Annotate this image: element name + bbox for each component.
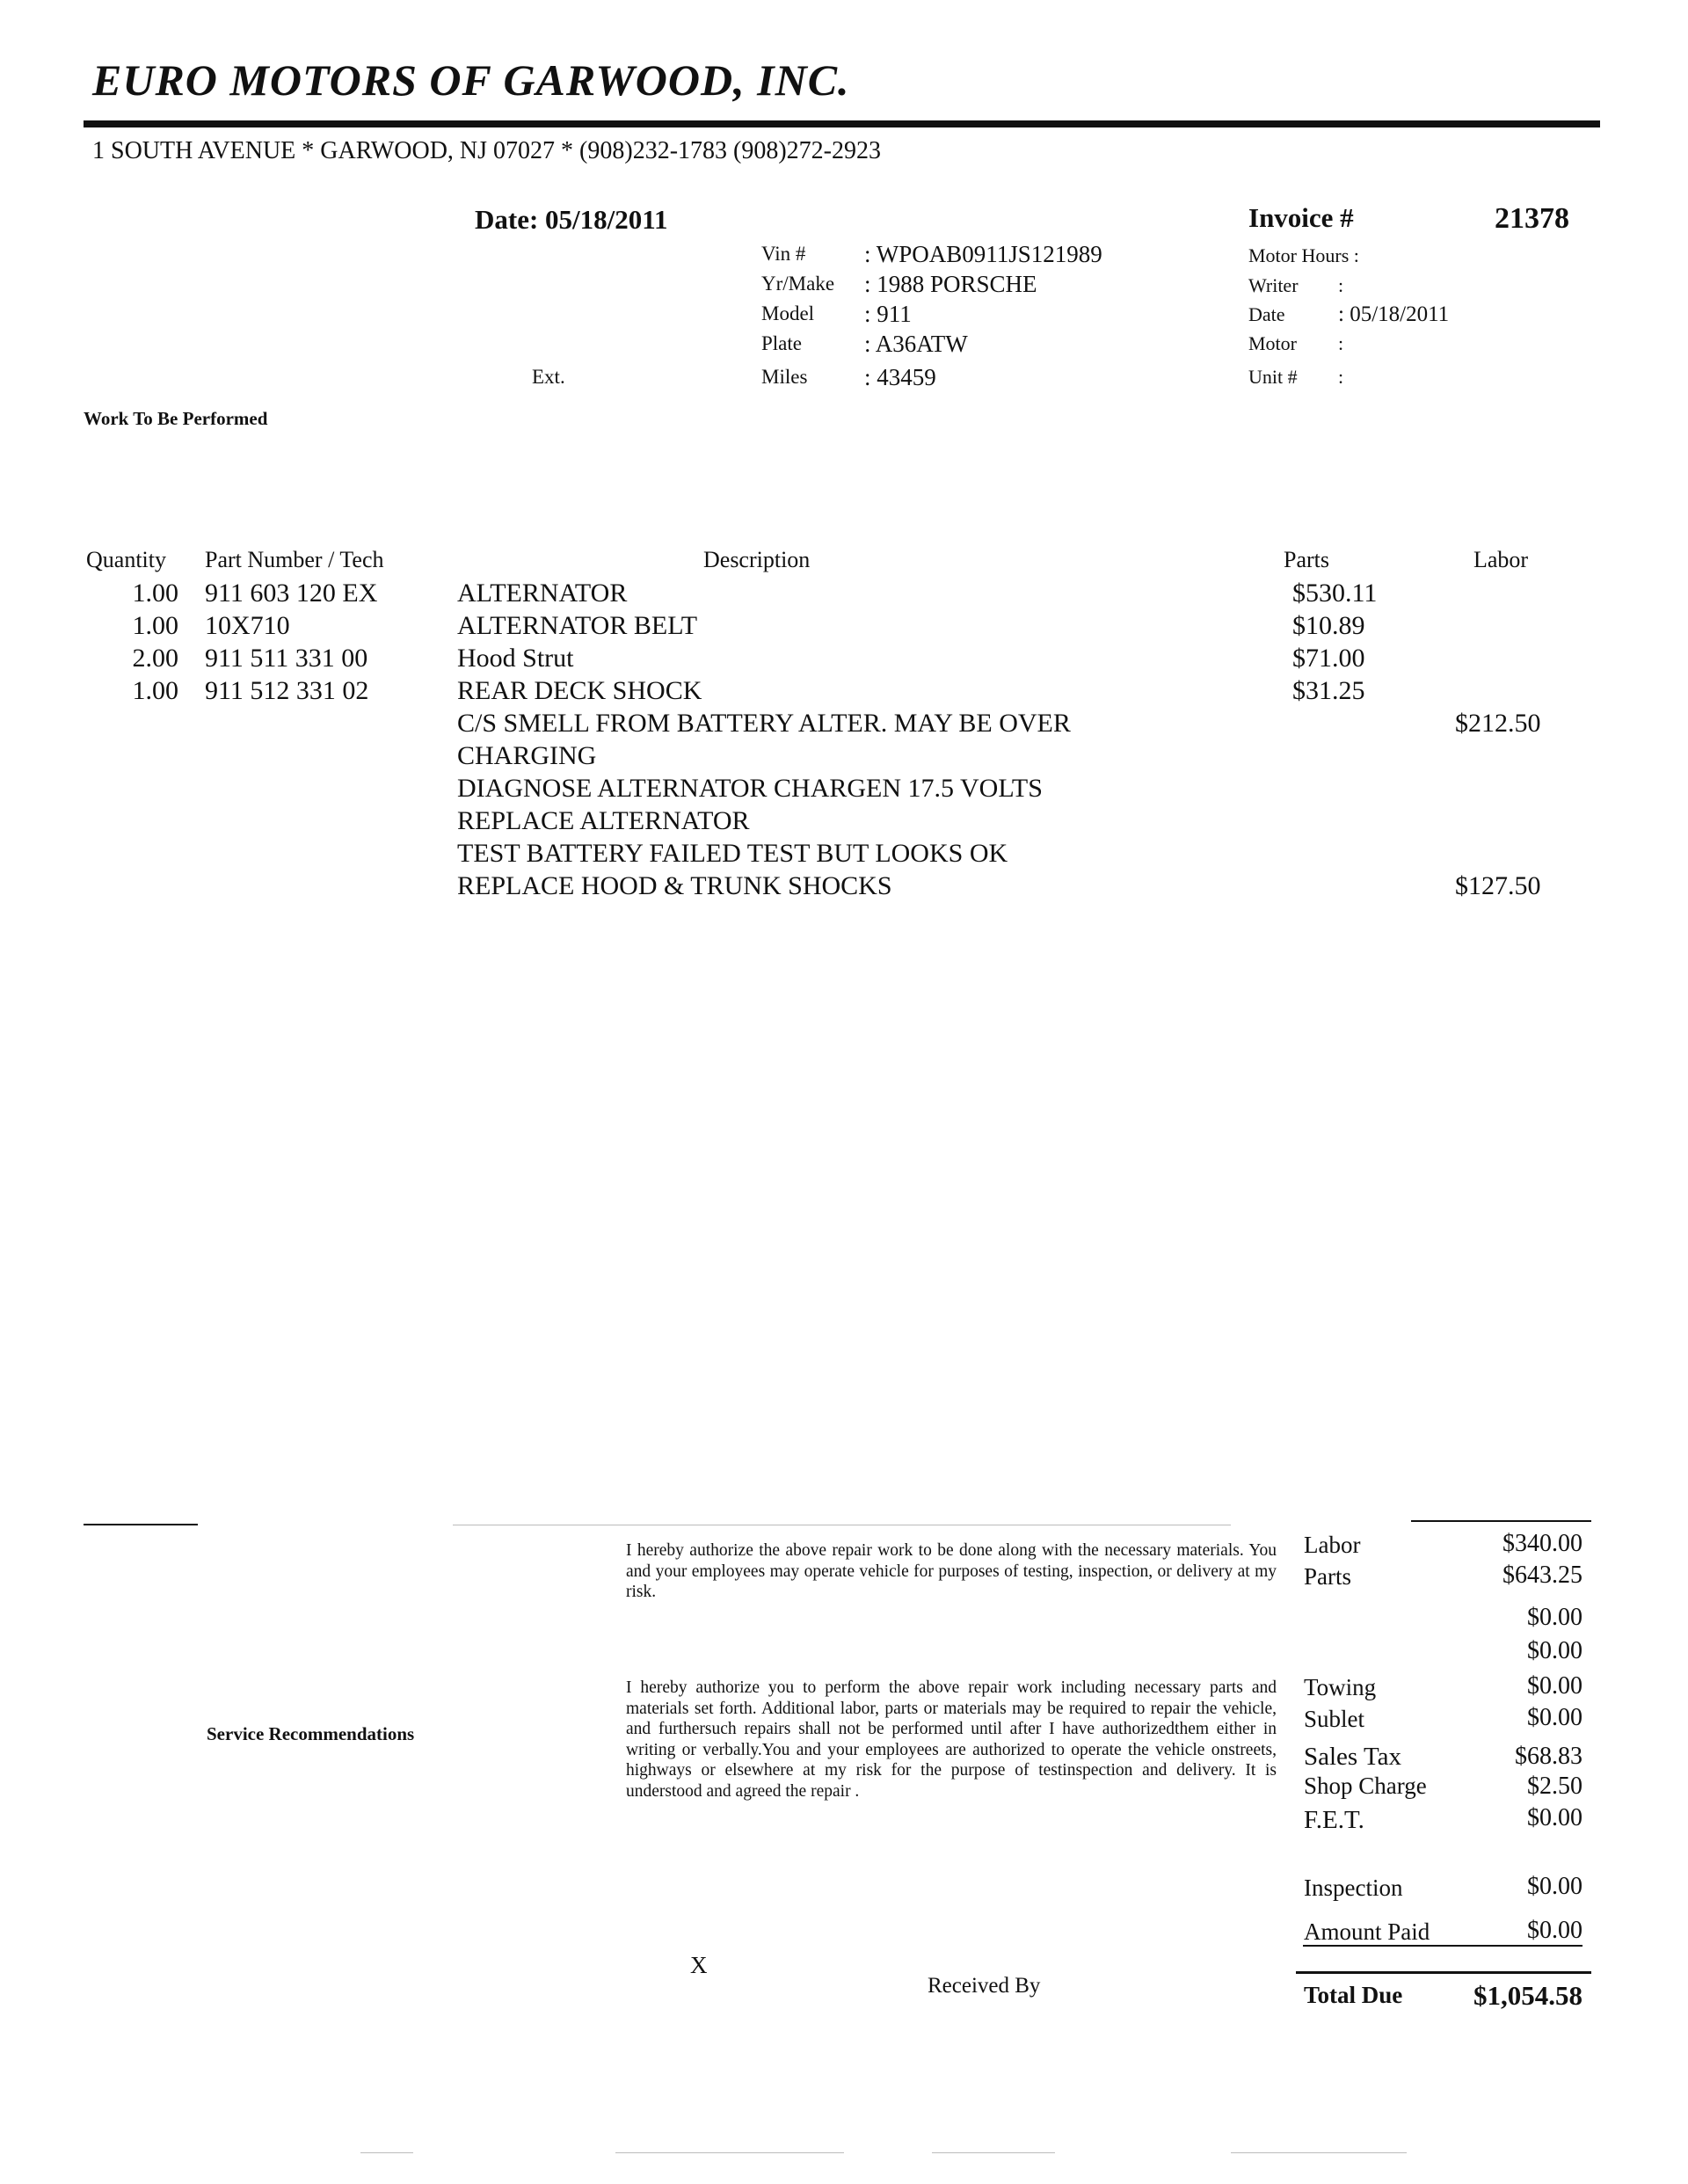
summary-towing-label: Towing <box>1304 1674 1377 1700</box>
scan-mark <box>1231 2152 1407 2153</box>
summary-parts-value: $643.25 <box>1502 1562 1582 1589</box>
summary-fet-value: $0.00 <box>1527 1804 1582 1831</box>
row-1-part: 911 603 120 EX <box>205 579 378 608</box>
invoice-date <box>475 204 668 236</box>
row-2-qty: 1.00 <box>132 611 178 640</box>
summary-inspection-label: Inspection <box>1304 1875 1403 1901</box>
motor-value: : <box>1338 332 1344 354</box>
motor-hours-label: Motor Hours : <box>1248 244 1359 266</box>
writer-value: : <box>1338 274 1344 296</box>
scan-mark <box>615 2152 844 2153</box>
amount-paid-underline <box>1303 1945 1582 1947</box>
row-2-parts: $10.89 <box>1292 611 1365 640</box>
row-3-qty: 2.00 <box>132 644 178 673</box>
row-3-parts: $71.00 <box>1292 644 1365 673</box>
summary-blank-1-value: $0.00 <box>1527 1604 1582 1631</box>
row-9-desc: TEST BATTERY FAILED TEST BUT LOOKS OK <box>457 839 1008 868</box>
signature-x-mark: X <box>690 1952 708 1978</box>
writer-label: Writer <box>1248 274 1299 296</box>
col-parts: Parts <box>1284 547 1329 572</box>
summary-amount-paid-label: Amount Paid <box>1304 1918 1430 1945</box>
row-4-part: 911 512 331 02 <box>205 676 369 705</box>
summary-amount-paid-value: $0.00 <box>1527 1917 1582 1944</box>
summary-sales-tax-value: $68.83 <box>1515 1743 1582 1770</box>
writer-date-label: Date <box>1248 303 1285 325</box>
company-name: EURO MOTORS OF GARWOOD, INC. <box>92 55 850 105</box>
total-rule <box>1296 1971 1591 1974</box>
date-label: Date: <box>475 204 539 235</box>
total-due-label: Total Due <box>1304 1982 1403 2008</box>
row-4-qty: 1.00 <box>132 676 178 705</box>
summary-parts-label: Parts <box>1304 1563 1351 1590</box>
summary-sublet-label: Sublet <box>1304 1706 1365 1732</box>
header-rule <box>84 120 1600 127</box>
model-value: : 911 <box>864 301 912 327</box>
scan-mark <box>360 2152 413 2153</box>
row-8-desc: REPLACE ALTERNATOR <box>457 806 750 835</box>
row-5-labor: $212.50 <box>1455 709 1541 738</box>
col-part-number: Part Number / Tech <box>205 547 384 572</box>
invoice-number: 21378 <box>1495 202 1569 235</box>
summary-fet-label: F.E.T. <box>1304 1806 1364 1834</box>
plate-value: : A36ATW <box>864 331 968 357</box>
plate-label: Plate <box>761 332 802 354</box>
motor-label: Motor <box>1248 332 1297 354</box>
row-7-desc: DIAGNOSE ALTERNATOR CHARGEN 17.5 VOLTS <box>457 774 1043 803</box>
vin-value: : WPOAB0911JS121989 <box>864 241 1102 267</box>
date-value: 05/18/2011 <box>545 204 668 235</box>
summary-shop-charge-value: $2.50 <box>1527 1773 1582 1800</box>
invoice-number-label: Invoice # <box>1248 202 1354 233</box>
total-due-value: $1,054.58 <box>1473 1980 1582 2011</box>
summary-towing-value: $0.00 <box>1527 1672 1582 1700</box>
row-1-desc: ALTERNATOR <box>457 579 628 608</box>
col-description: Description <box>703 547 811 572</box>
row-1-parts: $530.11 <box>1292 579 1378 608</box>
row-2-desc: ALTERNATOR BELT <box>457 611 698 640</box>
summary-labor-value: $340.00 <box>1502 1530 1582 1557</box>
summary-inspection-value: $0.00 <box>1527 1873 1582 1900</box>
yrmake-value: : 1988 PORSCHE <box>864 271 1037 297</box>
row-10-labor: $127.50 <box>1455 871 1541 900</box>
row-1-qty: 1.00 <box>132 579 178 608</box>
summary-sublet-value: $0.00 <box>1527 1704 1582 1731</box>
row-3-part: 911 511 331 00 <box>205 644 368 673</box>
summary-shop-charge-label: Shop Charge <box>1304 1773 1427 1799</box>
service-recommendations-label: Service Recommendations <box>207 1723 415 1744</box>
row-3-desc: Hood Strut <box>457 644 574 673</box>
summary-sales-tax-label: Sales Tax <box>1304 1743 1402 1771</box>
unit-value: : <box>1338 366 1344 388</box>
row-2-part: 10X710 <box>205 611 290 640</box>
row-4-parts: $31.25 <box>1292 676 1365 705</box>
summary-labor-label: Labor <box>1304 1532 1361 1558</box>
row-5-desc: C/S SMELL FROM BATTERY ALTER. MAY BE OVER <box>457 709 1071 738</box>
summary-blank-2-value: $0.00 <box>1527 1637 1582 1664</box>
vin-label: Vin # <box>761 243 806 265</box>
row-6-desc: CHARGING <box>457 741 597 770</box>
ext-label: Ext. <box>532 366 565 388</box>
unit-label: Unit # <box>1248 366 1298 388</box>
row-10-desc: REPLACE HOOD & TRUNK SHOCKS <box>457 871 892 900</box>
footer-right-rule <box>1411 1520 1591 1522</box>
row-4-desc: REAR DECK SHOCK <box>457 676 702 705</box>
yrmake-label: Yr/Make <box>761 273 835 295</box>
col-quantity: Quantity <box>86 547 166 572</box>
col-labor: Labor <box>1473 547 1529 572</box>
miles-label: Miles <box>761 366 808 388</box>
company-address: 1 SOUTH AVENUE * GARWOOD, NJ 07027 * (908)232-1783 (908)272-2923 <box>92 137 881 164</box>
model-label: Model <box>761 302 815 324</box>
writer-date-value: : 05/18/2011 <box>1338 302 1450 326</box>
received-by-label: Received By <box>928 1974 1041 1998</box>
miles-value: : 43459 <box>864 364 936 390</box>
authorization-text-2: I hereby authorize you to perform the above repair work including necessary parts and materials set forth. Additional labor, parts or materials may be required to repair the vehicle, and furthersuch repairs shall not be performed until after I have authorizedthem either in writing or verbally.You and your employees are authorized to operate the vehicle onstreets, highways or elsewhere at my risk for the purpose of testinspection and delivery. It is understood and agreed the repair . <box>626 1678 1277 1801</box>
scan-mark <box>932 2152 1055 2153</box>
footer-left-rule <box>84 1524 198 1525</box>
authorization-text-1: I hereby authorize the above repair work to be done along with the necessary materials. You and your employees may operate vehicle for purposes of testing, inspection, or delivery at my risk. <box>626 1541 1277 1601</box>
work-to-be-performed-label: Work To Be Performed <box>84 408 268 429</box>
